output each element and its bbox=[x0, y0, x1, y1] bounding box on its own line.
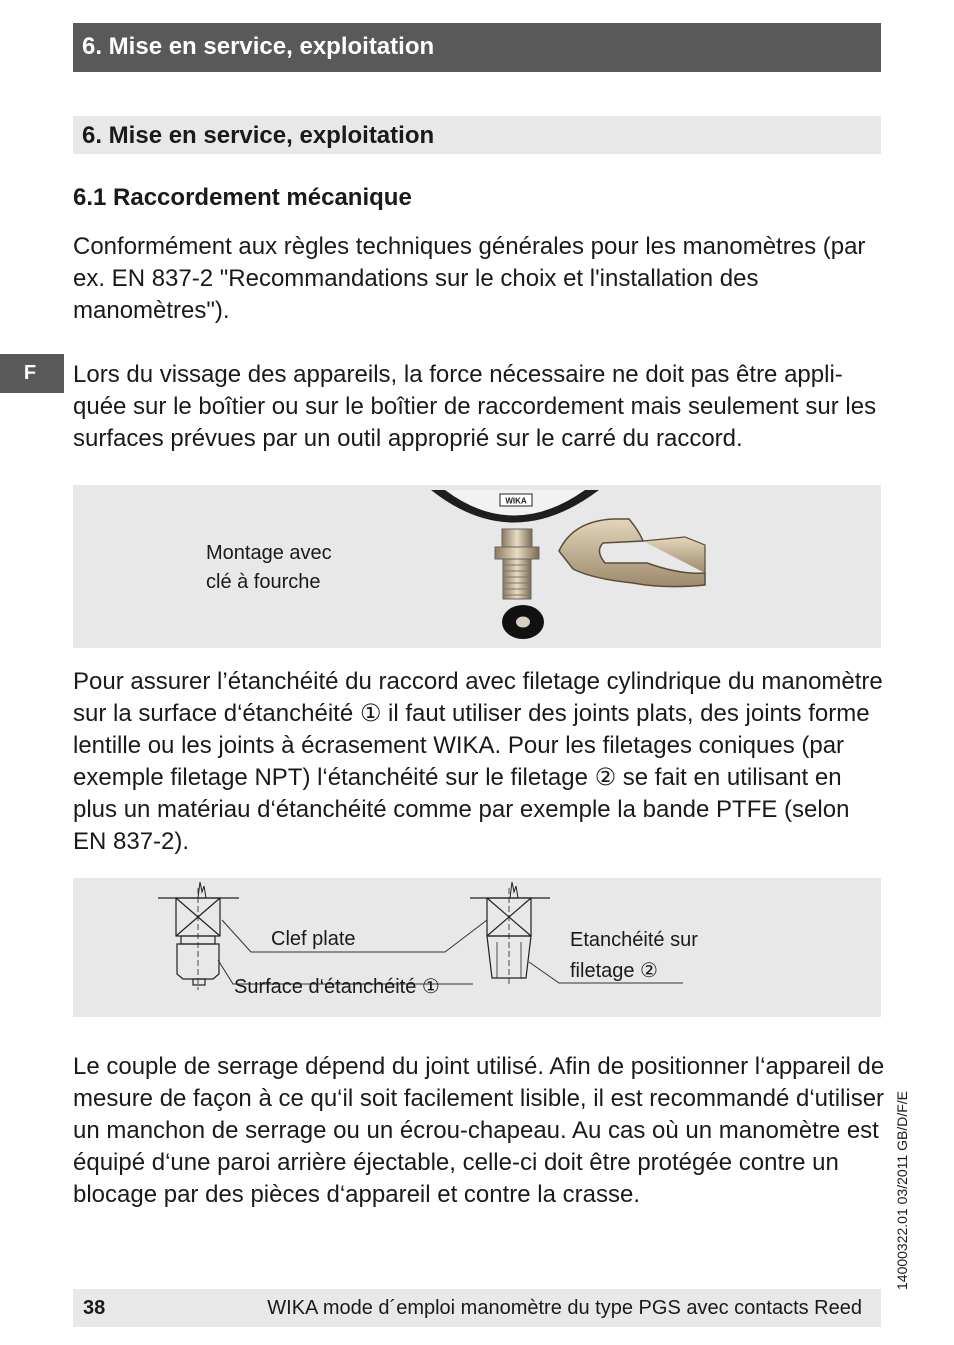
wrench-gauge-illustration bbox=[73, 485, 881, 648]
figure-sealing-diagram bbox=[73, 878, 881, 1017]
caption-line-2: clé à fourche bbox=[206, 571, 321, 593]
seal-ring bbox=[502, 605, 544, 639]
footer-title: WIKA mode d´emploi manomètre du type PGS avec contacts Reed bbox=[267, 1297, 862, 1319]
tapered-fitting-drawing bbox=[470, 882, 550, 986]
section-heading bbox=[73, 116, 881, 154]
paragraph-screwing: Lors du vissage des appareils, la force nécessaire ne doit pas être appli-quée sur le boîtier ou sur le boîtier de raccordement mais seulement sur les surfaces prévues par un outil approprié sur le carré du raccord. bbox=[73, 361, 877, 452]
page-footer bbox=[73, 1289, 881, 1327]
gauge-brand-label: WIKA bbox=[505, 496, 527, 506]
document-code: 14000322.01 03/2011 GB/D/F/E bbox=[894, 1091, 910, 1290]
gauge-case bbox=[431, 490, 599, 523]
subsection-title: 6.1 Raccordement mécanique bbox=[73, 184, 412, 211]
caption-line-1: Montage avec bbox=[206, 542, 332, 564]
label-flat-wrench: Clef plate bbox=[271, 928, 356, 950]
page-number: 38 bbox=[83, 1297, 106, 1319]
open-end-wrench bbox=[559, 519, 705, 587]
label-thread-sealing-2: filetage ② bbox=[570, 960, 658, 982]
language-tab: F bbox=[0, 354, 64, 393]
paragraph-torque: Le couple de serrage dépend du joint utilisé. Afin de positionner l‘appareil de mesure de façon à ce qu‘il soit facilement lisible, il est recommandé d‘utiliser un manchon de serrage ou un écrou-chapeau. Au cas où un manomètre est équipé d‘une paroi arrière éjectable, celle-ci doit être protégée contre un blocage par des pièces d‘appareil et contre la crasse. bbox=[73, 1053, 885, 1208]
gauge-connection bbox=[495, 529, 539, 599]
label-sealing-surface: Surface d‘étanchéité ① bbox=[234, 976, 440, 998]
chapter-header bbox=[73, 23, 881, 72]
paragraph-standards: Conformément aux règles techniques générales pour les manomètres (par ex. EN 837-2 "Recommandations sur le choix et l'installation des manomètres"). bbox=[73, 233, 866, 324]
figure-wrench-mounting bbox=[73, 485, 881, 648]
label-thread-sealing-1: Etanchéité sur bbox=[570, 929, 698, 951]
section-title: 6. Mise en service, exploitation bbox=[82, 122, 435, 149]
paragraph-sealing: Pour assurer l’étanchéité du raccord avec filetage cylindrique du manomètre sur la surface d‘étanchéité ① il faut utiliser des joints plats, des joints forme lentille ou les joints à écrasement WIKA. Pour les filetages coniques (par exemple filetage NPT) l‘étanchéité sur le filetage ② se fait en utilisant en plus un matériau d‘étanchéité comme par exemple la bande PTFE (selon EN 837-2). bbox=[73, 668, 883, 855]
chapter-title: 6. Mise en service, exploitation bbox=[82, 33, 435, 60]
sealing-diagram bbox=[73, 878, 881, 1017]
